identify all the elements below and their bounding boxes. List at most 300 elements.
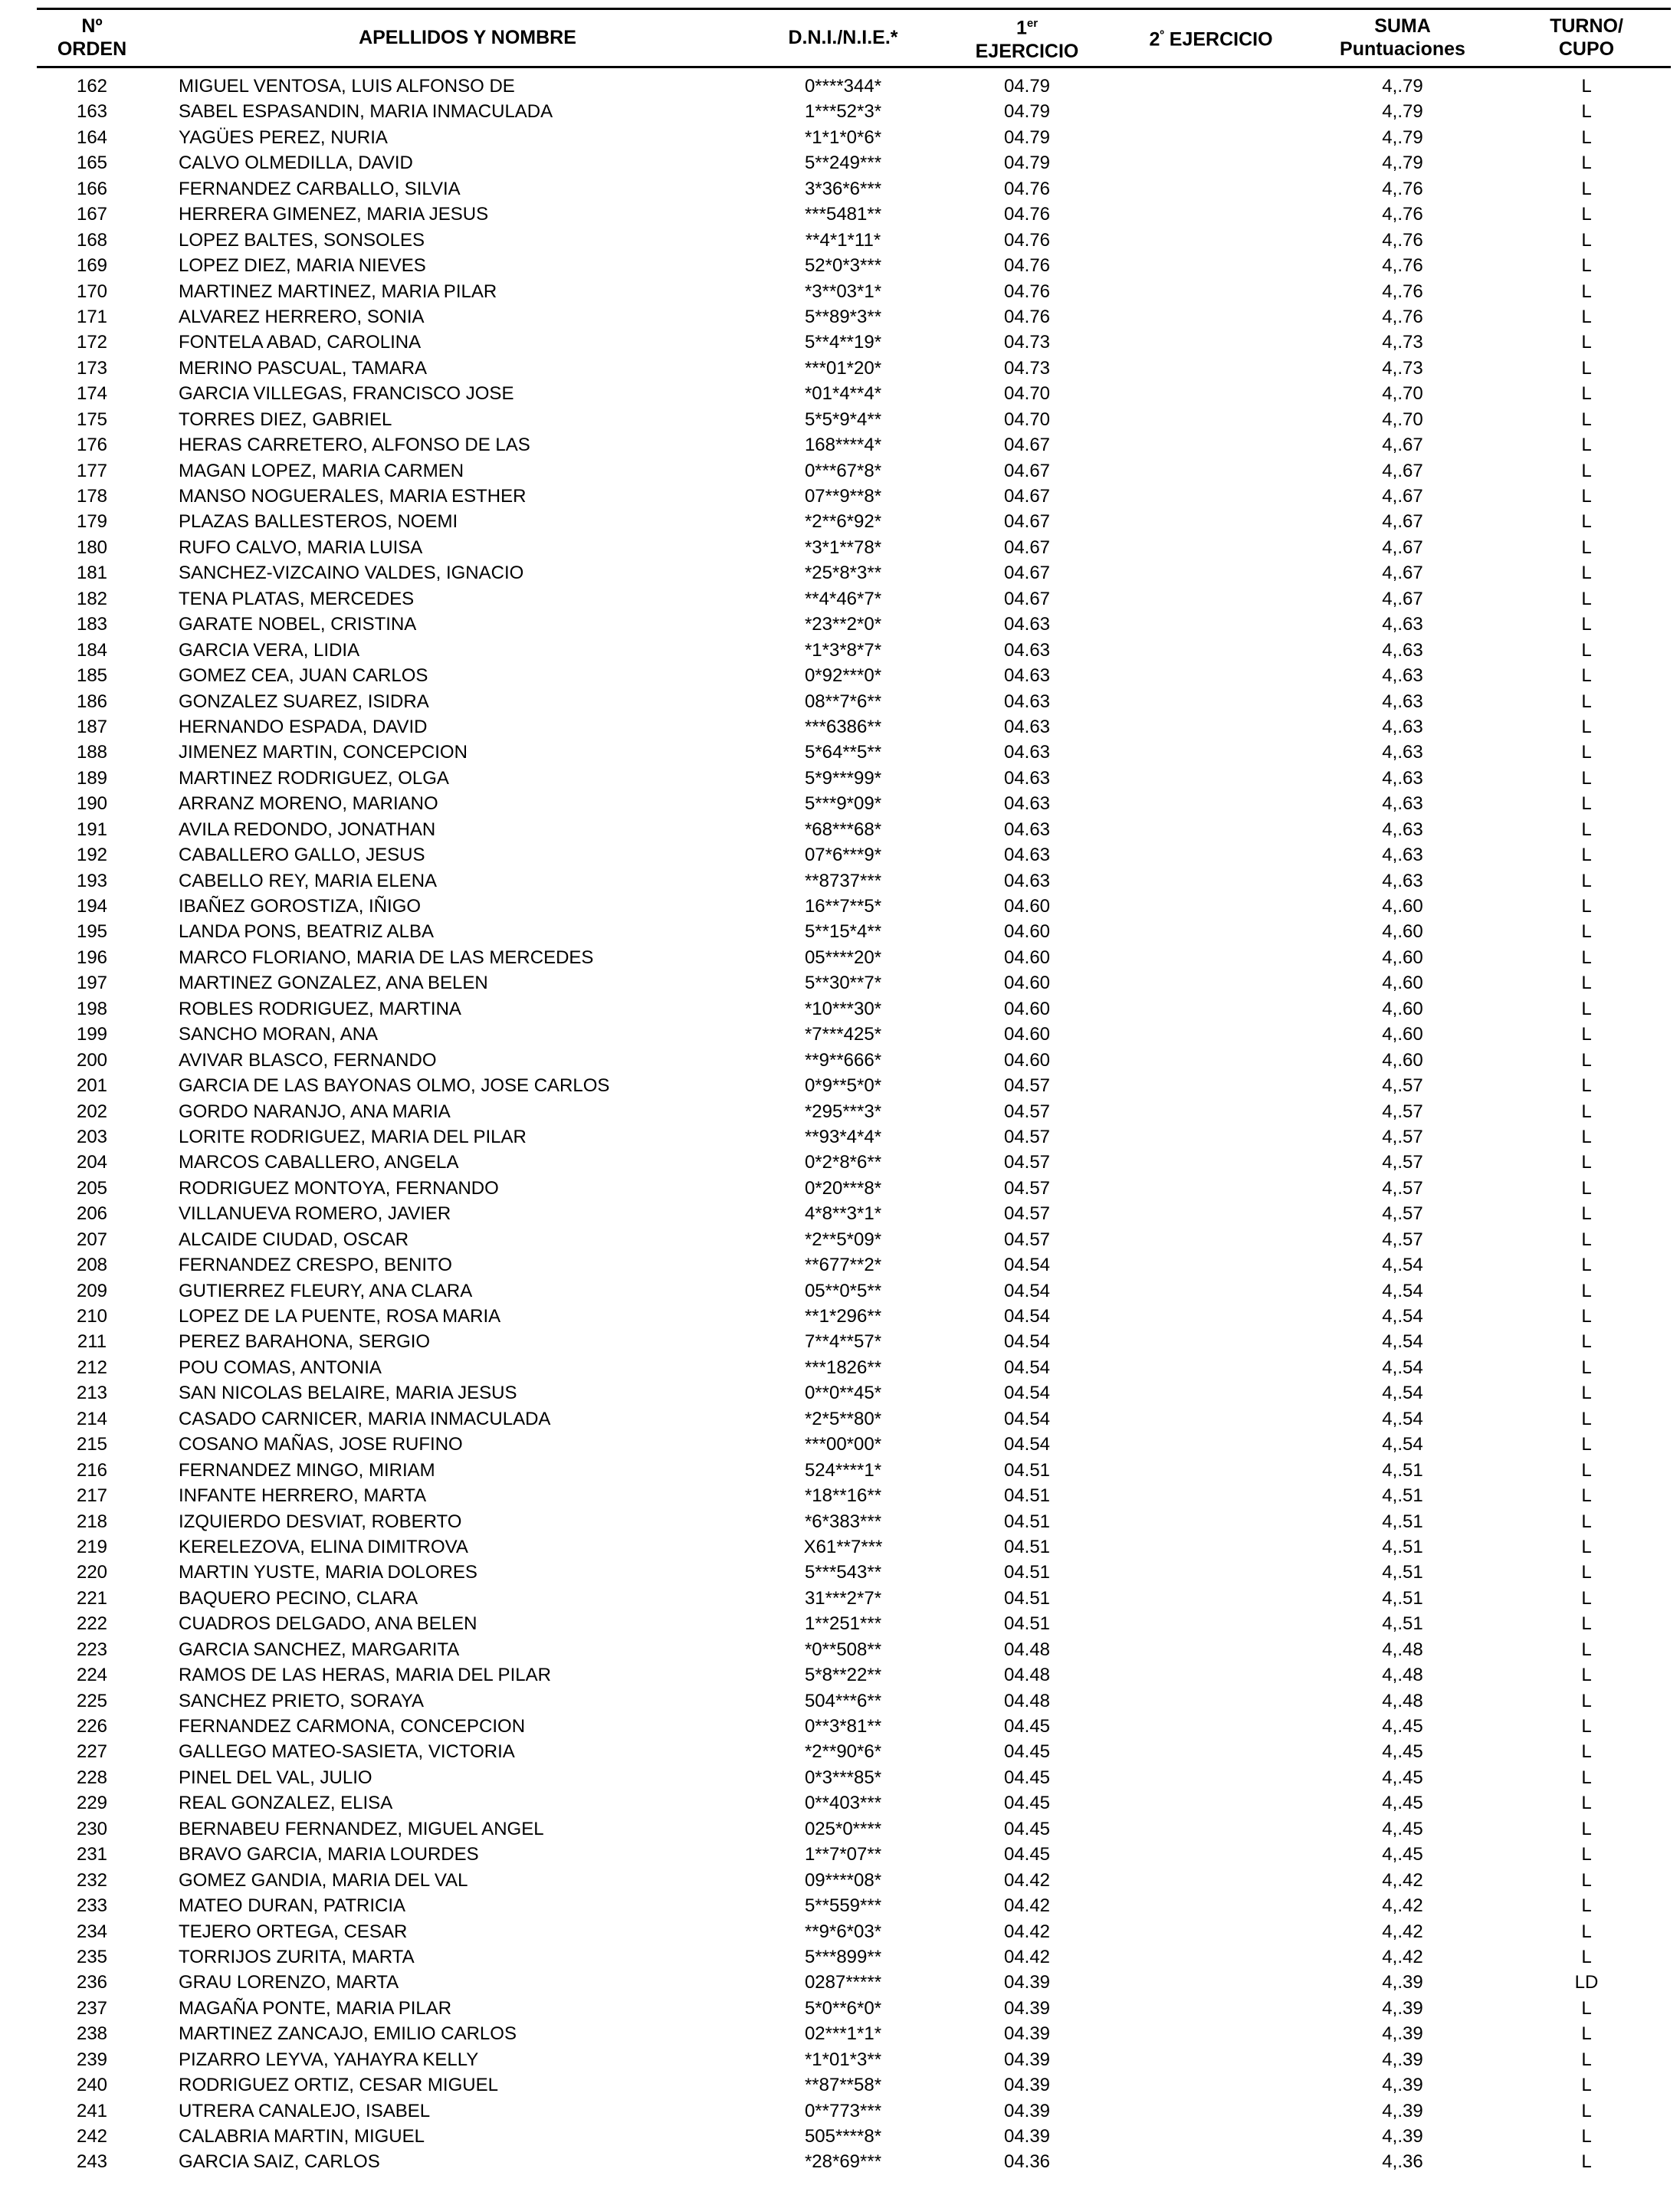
table-row <box>0 432 1680 458</box>
table-row <box>0 1252 1680 1278</box>
table-row <box>0 663 1680 688</box>
suma-cell: 4,.45 <box>1382 1741 1423 1763</box>
dni-cell: ***01*20* <box>804 357 882 379</box>
table-row <box>0 1201 1680 1226</box>
ejercicio-1-cell: 04.45 <box>1003 1818 1051 1839</box>
dni-cell: 5**15*4** <box>804 921 882 943</box>
name-cell: CUADROS DELGADO, ANA BELEN <box>179 1613 477 1635</box>
ejercicio-1-cell: 04.42 <box>1003 1869 1051 1891</box>
table-row <box>0 1662 1680 1688</box>
turno-cell: L <box>1581 716 1592 737</box>
ejercicio-1-cell: 04.39 <box>1003 1997 1051 2019</box>
name-cell: GARCIA SAIZ, CARLOS <box>179 2151 380 2173</box>
ejercicio-1-cell: 04.51 <box>1003 1459 1051 1481</box>
table-row <box>0 509 1680 534</box>
ejercicio-1-cell: 04.54 <box>1003 1255 1051 1276</box>
table-row <box>0 1509 1680 1534</box>
dni-cell: 524****1* <box>804 1459 882 1481</box>
name-cell: SAN NICOLAS BELAIRE, MARIA JESUS <box>179 1383 517 1404</box>
name-cell: CABELLO REY, MARIA ELENA <box>179 870 438 891</box>
ejercicio-1-cell: 04.63 <box>1003 691 1051 712</box>
dni-cell: 0**3*81** <box>804 1716 882 1737</box>
table-row <box>0 689 1680 714</box>
suma-cell: 4,.60 <box>1382 921 1423 943</box>
ejercicio-1-cell: 04.51 <box>1003 1562 1051 1583</box>
ejercicio-1-cell: 04.79 <box>1003 126 1051 148</box>
orden-cell: 179 <box>76 511 108 533</box>
dni-cell: 31***2*7* <box>804 1587 882 1609</box>
header-dni <box>759 11 927 64</box>
orden-cell: 207 <box>76 1229 108 1250</box>
turno-cell: L <box>1581 1511 1592 1532</box>
dni-cell: *01*4**4* <box>804 383 882 405</box>
table-row <box>0 458 1680 484</box>
header-ejercicio-2 <box>1134 11 1288 64</box>
dni-cell: 5***899** <box>804 1946 882 1967</box>
suma-cell: 4,.63 <box>1382 767 1423 789</box>
dni-cell: 0287***** <box>804 1972 882 1993</box>
ejercicio-1-cell: 04.76 <box>1003 204 1051 225</box>
ejercicio-1-cell: 04.79 <box>1003 76 1051 97</box>
suma-cell: 4,.60 <box>1382 1024 1423 1045</box>
name-cell: VILLANUEVA ROMERO, JAVIER <box>179 1203 451 1225</box>
suma-cell: 4,.76 <box>1382 229 1423 251</box>
turno-cell: L <box>1581 947 1592 968</box>
table-row <box>0 228 1680 253</box>
dni-cell: 0****344* <box>804 76 882 97</box>
table-row <box>0 1919 1680 1944</box>
table-row <box>0 1150 1680 1175</box>
name-cell: MARTINEZ MARTINEZ, MARIA PILAR <box>179 281 497 302</box>
dni-cell: **4*1*11* <box>805 229 881 251</box>
ejercicio-1-cell: 04.67 <box>1003 563 1051 584</box>
dni-cell: *1*01*3** <box>804 2049 882 2070</box>
turno-cell: L <box>1581 921 1592 943</box>
suma-cell: 4,.70 <box>1382 408 1423 430</box>
turno-cell: L <box>1581 281 1592 302</box>
table-row <box>0 842 1680 868</box>
dni-cell: 0*9**5*0* <box>804 1075 882 1097</box>
ejercicio-1-cell: 04.57 <box>1003 1152 1051 1173</box>
dni-cell: 1**251*** <box>804 1613 882 1635</box>
dni-cell: 16**7**5* <box>804 896 882 917</box>
table-row <box>0 2098 1680 2124</box>
name-cell: INFANTE HERRERO, MARTA <box>179 1485 427 1507</box>
dni-cell: 09****08* <box>804 1869 882 1891</box>
dni-cell: 5*64**5** <box>804 742 882 763</box>
turno-cell: L <box>1581 1536 1592 1557</box>
dni-cell: 1**7*07** <box>804 1844 882 1865</box>
name-cell: FONTELA ABAD, CAROLINA <box>179 332 422 353</box>
turno-cell: L <box>1581 742 1592 763</box>
dni-cell: 08**7*6** <box>804 691 882 712</box>
name-cell: ALCAIDE CIUDAD, OSCAR <box>179 1229 409 1250</box>
orden-cell: 234 <box>76 1921 108 1942</box>
turno-cell: L <box>1581 819 1592 840</box>
suma-cell: 4,.63 <box>1382 665 1423 687</box>
turno-cell: L <box>1581 998 1592 1019</box>
table-row <box>0 2124 1680 2149</box>
orden-cell: 192 <box>76 845 108 866</box>
orden-cell: 196 <box>76 947 108 968</box>
turno-cell: L <box>1581 306 1592 327</box>
orden-cell: 213 <box>76 1383 108 1404</box>
orden-cell: 214 <box>76 1408 108 1429</box>
turno-cell: L <box>1581 255 1592 277</box>
orden-cell: 227 <box>76 1741 108 1763</box>
name-cell: MARCOS CABALLERO, ANGELA <box>179 1152 459 1173</box>
ejercicio-1-cell: 04.76 <box>1003 178 1051 199</box>
turno-cell: L <box>1581 2023 1592 2045</box>
orden-cell: 225 <box>76 1690 108 1711</box>
table-row <box>0 2072 1680 2098</box>
name-cell: COSANO MAÑAS, JOSE RUFINO <box>179 1434 463 1455</box>
dni-cell: *18**16** <box>804 1485 882 1507</box>
orden-cell: 208 <box>76 1255 108 1276</box>
ejercicio-1-cell: 04.63 <box>1003 614 1051 635</box>
dni-cell: 025*0**** <box>804 1818 882 1839</box>
ejercicio-1-cell: 04.76 <box>1003 281 1051 302</box>
orden-cell: 220 <box>76 1562 108 1583</box>
dni-cell: **87**58* <box>804 2075 882 2096</box>
table-row <box>0 253 1680 278</box>
turno-cell: L <box>1581 408 1592 430</box>
turno-cell: L <box>1581 870 1592 891</box>
suma-cell: 4,.76 <box>1382 281 1423 302</box>
dni-cell: 505****8* <box>804 2126 882 2147</box>
header-orden-line1: Nº <box>81 15 103 37</box>
orden-cell: 222 <box>76 1613 108 1635</box>
ejercicio-1-cell: 04.79 <box>1003 153 1051 174</box>
table-row <box>0 1893 1680 1918</box>
name-cell: CABALLERO GALLO, JESUS <box>179 845 425 866</box>
table-row <box>0 1380 1680 1406</box>
table-row <box>0 407 1680 432</box>
orden-cell: 212 <box>76 1357 108 1378</box>
turno-cell: L <box>1581 2126 1592 2147</box>
turno-cell: L <box>1581 639 1592 661</box>
ejercicio-1-cell: 04.54 <box>1003 1306 1051 1327</box>
dni-cell: *23**2*0* <box>804 614 882 635</box>
suma-cell: 4,.57 <box>1382 1203 1423 1225</box>
ejercicio-1-cell: 04.63 <box>1003 819 1051 840</box>
dni-cell: 02***1*1* <box>804 2023 882 2045</box>
orden-cell: 242 <box>76 2126 108 2147</box>
suma-cell: 4,.67 <box>1382 536 1423 558</box>
turno-cell: L <box>1581 1690 1592 1711</box>
ejercicio-1-cell: 04.45 <box>1003 1716 1051 1737</box>
dni-cell: **9*6*03* <box>804 1921 882 1942</box>
suma-cell: 4,.76 <box>1382 178 1423 199</box>
header-ejercicio-1 <box>958 11 1096 64</box>
header-suma-line2: Puntuaciones <box>1340 38 1465 60</box>
suma-cell: 4,.48 <box>1382 1665 1423 1686</box>
name-cell: MERINO PASCUAL, TAMARA <box>179 357 428 379</box>
orden-cell: 201 <box>76 1075 108 1097</box>
orden-cell: 239 <box>76 2049 108 2070</box>
orden-cell: 178 <box>76 486 108 507</box>
suma-cell: 4,.54 <box>1382 1434 1423 1455</box>
suma-cell: 4,.57 <box>1382 1177 1423 1199</box>
table-row <box>0 1816 1680 1842</box>
ejercicio-1-cell: 04.63 <box>1003 793 1051 815</box>
ejercicio-1-cell: 04.67 <box>1003 536 1051 558</box>
turno-cell: L <box>1581 1639 1592 1660</box>
orden-cell: 231 <box>76 1844 108 1865</box>
ejercicio-1-cell: 04.76 <box>1003 306 1051 327</box>
orden-cell: 221 <box>76 1587 108 1609</box>
dni-cell: 3*36*6*** <box>804 178 882 199</box>
name-cell: SANCHEZ-VIZCAINO VALDES, IGNACIO <box>179 563 524 584</box>
name-cell: MARTINEZ ZANCAJO, EMILIO CARLOS <box>179 2023 517 2045</box>
orden-cell: 164 <box>76 126 108 148</box>
orden-cell: 195 <box>76 921 108 943</box>
turno-cell: L <box>1581 536 1592 558</box>
orden-cell: 240 <box>76 2075 108 2096</box>
turno-cell: L <box>1581 2100 1592 2121</box>
orden-cell: 172 <box>76 332 108 353</box>
turno-cell: L <box>1581 1306 1592 1327</box>
suma-cell: 4,.63 <box>1382 819 1423 840</box>
ejercicio-1-cell: 04.57 <box>1003 1177 1051 1199</box>
turno-cell: L <box>1581 793 1592 815</box>
suma-cell: 4,.60 <box>1382 973 1423 994</box>
name-cell: MARCO FLORIANO, MARIA DE LAS MERCEDES <box>179 947 594 968</box>
orden-cell: 188 <box>76 742 108 763</box>
suma-cell: 4,.60 <box>1382 947 1423 968</box>
name-cell: FERNANDEZ MINGO, MIRIAM <box>179 1459 435 1481</box>
name-cell: PLAZAS BALLESTEROS, NOEMI <box>179 511 458 533</box>
orden-cell: 202 <box>76 1101 108 1122</box>
dni-cell: 5***543** <box>804 1562 882 1583</box>
orden-cell: 173 <box>76 357 108 379</box>
name-cell: ROBLES RODRIGUEZ, MARTINA <box>179 998 461 1019</box>
suma-cell: 4,.39 <box>1382 2075 1423 2096</box>
name-cell: GUTIERREZ FLEURY, ANA CLARA <box>179 1280 473 1301</box>
suma-cell: 4,.42 <box>1382 1869 1423 1891</box>
name-cell: MANSO NOGUERALES, MARIA ESTHER <box>179 486 527 507</box>
table-row <box>0 1637 1680 1662</box>
ejercicio-1-cell: 04.57 <box>1003 1229 1051 1250</box>
turno-cell: L <box>1581 1101 1592 1122</box>
name-cell: BERNABEU FERNANDEZ, MIGUEL ANGEL <box>179 1818 544 1839</box>
turno-cell: L <box>1581 1331 1592 1353</box>
table-row <box>0 74 1680 99</box>
turno-cell: L <box>1581 1408 1592 1429</box>
orden-cell: 204 <box>76 1152 108 1173</box>
ejercicio-1-cell: 04.54 <box>1003 1434 1051 1455</box>
dni-cell: 52*0*3*** <box>804 255 882 277</box>
dni-cell: 5**249*** <box>804 153 882 174</box>
orden-cell: 184 <box>76 639 108 661</box>
suma-cell: 4,.51 <box>1382 1587 1423 1609</box>
orden-cell: 168 <box>76 229 108 251</box>
ejercicio-1-cell: 04.51 <box>1003 1587 1051 1609</box>
ejercicio-1-cell: 04.60 <box>1003 998 1051 1019</box>
dni-cell: ***5481** <box>804 204 882 225</box>
dni-cell: 0**403*** <box>804 1793 882 1814</box>
suma-cell: 4,.67 <box>1382 511 1423 533</box>
name-cell: GOMEZ GANDIA, MARIA DEL VAL <box>179 1869 468 1891</box>
orden-cell: 167 <box>76 204 108 225</box>
ejercicio-1-cell: 04.48 <box>1003 1665 1051 1686</box>
dni-cell: 5*8**22** <box>804 1665 882 1686</box>
header-turno <box>1525 11 1648 64</box>
suma-cell: 4,.73 <box>1382 357 1423 379</box>
dni-cell: **1*296** <box>804 1306 882 1327</box>
suma-cell: 4,.57 <box>1382 1101 1423 1122</box>
suma-cell: 4,.79 <box>1382 76 1423 97</box>
name-cell: MAGAN LOPEZ, MARIA CARMEN <box>179 460 464 481</box>
ejercicio-1-cell: 04.63 <box>1003 845 1051 866</box>
orden-cell: 218 <box>76 1511 108 1532</box>
orden-cell: 235 <box>76 1946 108 1967</box>
name-cell: CALVO OLMEDILLA, DAVID <box>179 153 413 174</box>
name-cell: HERRERA GIMENEZ, MARIA JESUS <box>179 204 489 225</box>
name-cell: RODRIGUEZ ORTIZ, CESAR MIGUEL <box>179 2075 498 2096</box>
name-cell: LORITE RODRIGUEZ, MARIA DEL PILAR <box>179 1126 527 1147</box>
suma-cell: 4,.63 <box>1382 742 1423 763</box>
table-row <box>0 1432 1680 1457</box>
suma-cell: 4,.45 <box>1382 1767 1423 1788</box>
name-cell: YAGÜES PEREZ, NURIA <box>179 126 388 148</box>
name-cell: IZQUIERDO DESVIAT, ROBERTO <box>179 1511 462 1532</box>
turno-cell: L <box>1581 845 1592 866</box>
suma-cell: 4,.63 <box>1382 845 1423 866</box>
table-row <box>0 1688 1680 1714</box>
table-row <box>0 1278 1680 1304</box>
dni-cell: 0*3***85* <box>804 1767 882 1788</box>
name-cell: FERNANDEZ CRESPO, BENITO <box>179 1255 452 1276</box>
ejercicio-1-cell: 04.67 <box>1003 486 1051 507</box>
dni-cell: *6*383*** <box>804 1511 882 1532</box>
name-cell: TORRIJOS ZURITA, MARTA <box>179 1946 415 1967</box>
header-dni-label: D.N.I./N.I.E.* <box>788 27 898 48</box>
dni-cell: 0*2*8*6** <box>804 1152 882 1173</box>
name-cell: AVIVAR BLASCO, FERNANDO <box>179 1049 437 1071</box>
suma-cell: 4,.42 <box>1382 1895 1423 1917</box>
name-cell: ARRANZ MORENO, MARIANO <box>179 793 438 815</box>
suma-cell: 4,.36 <box>1382 2151 1423 2173</box>
suma-cell: 4,.76 <box>1382 306 1423 327</box>
suma-cell: 4,.48 <box>1382 1639 1423 1660</box>
dni-cell: 168****4* <box>804 435 882 456</box>
name-cell: GRAU LORENZO, MARTA <box>179 1972 399 1993</box>
suma-cell: 4,.45 <box>1382 1716 1423 1737</box>
suma-cell: 4,.79 <box>1382 126 1423 148</box>
name-cell: TENA PLATAS, MERCEDES <box>179 588 415 609</box>
orden-cell: 198 <box>76 998 108 1019</box>
dni-cell: *2*5**80* <box>804 1408 882 1429</box>
turno-cell: L <box>1581 1049 1592 1071</box>
suma-cell: 4,.57 <box>1382 1229 1423 1250</box>
table-row <box>0 381 1680 406</box>
turno-cell: L <box>1581 486 1592 507</box>
ejercicio-1-cell: 04.51 <box>1003 1613 1051 1635</box>
table-row <box>0 1560 1680 1585</box>
table-row <box>0 484 1680 509</box>
ejercicio-1-cell: 04.39 <box>1003 2049 1051 2070</box>
table-row <box>0 1944 1680 1970</box>
suma-cell: 4,.39 <box>1382 2049 1423 2070</box>
turno-cell: L <box>1581 332 1592 353</box>
table-row <box>0 740 1680 765</box>
ejercicio-1-cell: 04.42 <box>1003 1895 1051 1917</box>
name-cell: CALABRIA MARTIN, MIGUEL <box>179 2126 425 2147</box>
ejercicio-1-cell: 04.70 <box>1003 383 1051 405</box>
turno-cell: L <box>1581 1485 1592 1507</box>
suma-cell: 4,.76 <box>1382 255 1423 277</box>
dni-cell: *7***425* <box>804 1024 882 1045</box>
suma-cell: 4,.45 <box>1382 1844 1423 1865</box>
dni-cell: *3**03*1* <box>804 281 882 302</box>
orden-cell: 190 <box>76 793 108 815</box>
table-row <box>0 2149 1680 2174</box>
ejercicio-1-cell: 04.60 <box>1003 1024 1051 1045</box>
name-cell: TEJERO ORTEGA, CESAR <box>179 1921 408 1942</box>
name-cell: JIMENEZ MARTIN, CONCEPCION <box>179 742 468 763</box>
orden-cell: 174 <box>76 383 108 405</box>
header-orden <box>46 11 138 64</box>
ejercicio-1-cell: 04.73 <box>1003 332 1051 353</box>
turno-cell: L <box>1581 1459 1592 1481</box>
dni-cell: **93*4*4* <box>804 1126 882 1147</box>
table-row <box>0 1586 1680 1611</box>
dni-cell: 0*20***8* <box>804 1177 882 1199</box>
table-row <box>0 1124 1680 1150</box>
ejercicio-1-cell: 04.67 <box>1003 460 1051 481</box>
dni-cell: 0**773*** <box>804 2100 882 2121</box>
table-row <box>0 1176 1680 1201</box>
turno-cell: L <box>1581 1946 1592 1967</box>
suma-cell: 4,.57 <box>1382 1075 1423 1097</box>
name-cell: LOPEZ BALTES, SONSOLES <box>179 229 425 251</box>
ejercicio-1-cell: 04.51 <box>1003 1511 1051 1532</box>
name-cell: FERNANDEZ CARBALLO, SILVIA <box>179 178 461 199</box>
ejercicio-1-cell: 04.63 <box>1003 870 1051 891</box>
suma-cell: 4,.63 <box>1382 870 1423 891</box>
header-orden-line2: ORDEN <box>57 38 127 60</box>
ejercicio-1-cell: 04.57 <box>1003 1126 1051 1147</box>
orden-cell: 176 <box>76 435 108 456</box>
suma-cell: 4,.79 <box>1382 153 1423 174</box>
table-row <box>0 1304 1680 1329</box>
suma-cell: 4,.39 <box>1382 2100 1423 2121</box>
turno-cell: L <box>1581 1434 1592 1455</box>
turno-cell: L <box>1581 614 1592 635</box>
turno-cell: L <box>1581 76 1592 97</box>
orden-cell: 197 <box>76 973 108 994</box>
orden-cell: 205 <box>76 1177 108 1199</box>
dni-cell: 07*6***9* <box>804 845 882 866</box>
ejercicio-1-cell: 04.45 <box>1003 1741 1051 1763</box>
table-row <box>0 279 1680 304</box>
ejercicio-1-cell: 04.60 <box>1003 1049 1051 1071</box>
orden-cell: 236 <box>76 1972 108 1993</box>
name-cell: MATEO DURAN, PATRICIA <box>179 1895 406 1917</box>
header-nombre-label: APELLIDOS Y NOMBRE <box>359 27 576 48</box>
suma-cell: 4,.73 <box>1382 332 1423 353</box>
ejercicio-1-cell: 04.73 <box>1003 357 1051 379</box>
dni-cell: **677**2* <box>804 1255 882 1276</box>
ejercicio-1-cell: 04.67 <box>1003 588 1051 609</box>
name-cell: MARTINEZ GONZALEZ, ANA BELEN <box>179 973 488 994</box>
ejercicio-1-cell: 04.60 <box>1003 921 1051 943</box>
table-row <box>0 638 1680 663</box>
suma-cell: 4,.51 <box>1382 1485 1423 1507</box>
suma-cell: 4,.57 <box>1382 1126 1423 1147</box>
table-row <box>0 1227 1680 1252</box>
